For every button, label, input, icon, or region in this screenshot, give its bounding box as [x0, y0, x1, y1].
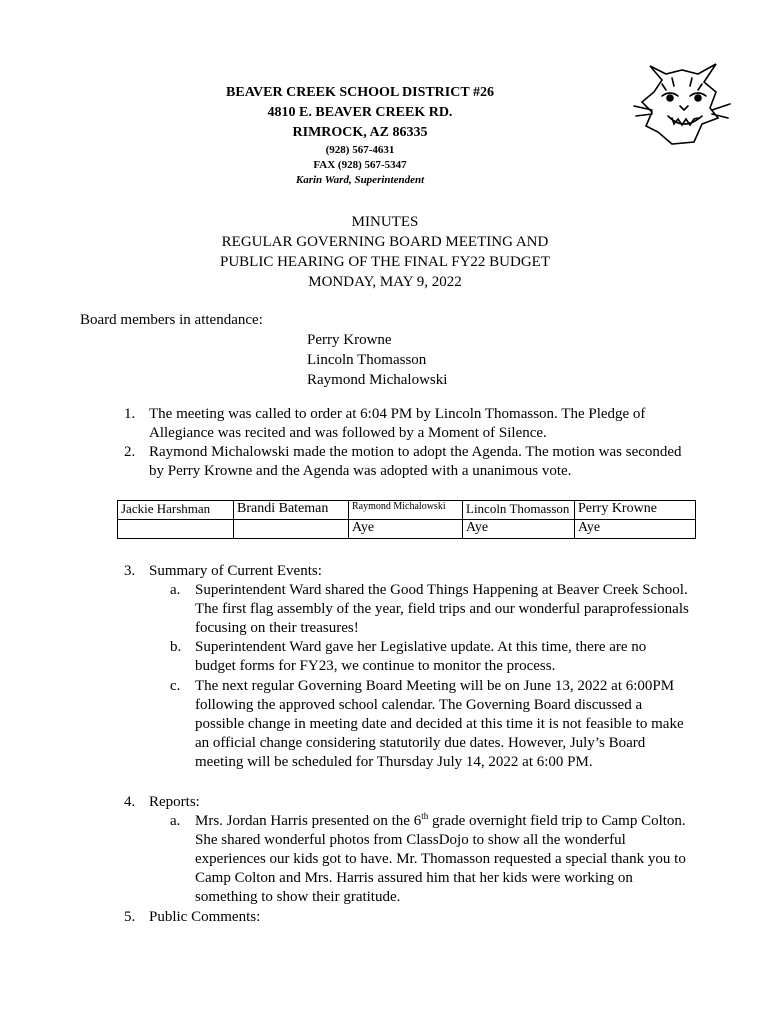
- vote-name-cell: Jackie Harshman: [118, 501, 234, 520]
- district-fax: FAX (928) 567-5347: [313, 159, 407, 171]
- vote-table: [117, 500, 696, 539]
- title-line-3: PUBLIC HEARING OF THE FINAL FY22 BUDGET: [219, 254, 550, 270]
- member-name: Perry Krowne: [307, 332, 392, 348]
- vote-cell: Aye: [349, 520, 463, 539]
- bobcat-mascot-icon: [632, 62, 732, 146]
- vote-name-cell: Raymond Michalowski: [349, 501, 463, 520]
- district-phone: (928) 567-4631: [325, 144, 395, 156]
- title-line-1: MINUTES: [351, 214, 419, 230]
- district-street: 4810 E. BEAVER CREEK RD.: [267, 105, 453, 120]
- district-city: RIMROCK, AZ 86335: [292, 125, 428, 140]
- document-page: BEAVER CREEK SCHOOL DISTRICT #26 4810 E. BEAVER CREEK RD. RIMROCK, AZ 86335 (928) 567-4631 FAX (928) 567-5347 Karin Ward, Superintendent MINUTES REGULAR GOVERNING BOARD MEETING AND PUBLIC HEARING OF THE FINAL FY22 BUDGET MONDAY, MAY 9, 2022 Board members in attendance: Perry Krowne Lincoln Thomasson Raymond Michalowski 1. The meeting was called to order at 6:04 PM by Lincoln Thomasson. The Pledge of Allegiance was recited and was followed by a Moment of Silence. 2. Raymond Michalowski made the motion to adopt the Agenda. The motion was seconded by Perry Krowne and the Agenda was adopted with a unanimous vote. Jackie Harshman Brandi Bateman Raymond Michalowski Lincoln Thomasson Perry Krowne Aye Aye Aye 3. Summary of Current Events: a. Superintendent Ward shared the Good Things Happening at Beaver Creek School. The first flag assembly of the year, field trips and our wonderful paraprofessionals focusing on their treasures! b. Superintendent Ward gave her Legislative update. At this time, there are no budget forms for FY23, we continue to monitor the process. c. The next regular Governing Board Meeting will be on June 13, 2022 at 6:00PM following the approved school calendar. The Governing Board discussed a possible change in meeting date and decided at this time it is not feasible to make an official change considering statutorily due dates. However, July’s Board meeting will be scheduled for Thursday July 14, 2022 at 6:00 PM. 4. Reports: a. Mrs. Jordan Harris presented on the 6th grade overnight field trip to Camp Colton. She shared wonderful photos from ClassDojo to show all the wonderful experiences our kids got to have. Mr. Thomasson requested a special thank you to Camp Colton and Mrs. Harris assured him that her kids were working on something to show their gratitude. 5. Public Comments:: [0, 0, 770, 1024]
- vote-cell: [118, 520, 234, 539]
- superintendent-name: Karin Ward, Superintendent: [295, 174, 425, 186]
- vote-cell: Aye: [575, 520, 696, 539]
- vote-table-votes-row: [118, 520, 696, 539]
- attendance-label: Board members in attendance:: [80, 312, 263, 328]
- letterhead: [150, 83, 570, 188]
- member-name: Raymond Michalowski: [307, 372, 448, 388]
- minutes-title: [150, 212, 620, 292]
- vote-cell: [234, 520, 349, 539]
- vote-name-cell: Perry Krowne: [575, 501, 696, 520]
- title-line-4: MONDAY, MAY 9, 2022: [308, 274, 462, 290]
- district-name: BEAVER CREEK SCHOOL DISTRICT #26: [226, 85, 494, 100]
- vote-cell: Aye: [463, 520, 575, 539]
- vote-table-names-row: [118, 501, 696, 520]
- member-name: Lincoln Thomasson: [307, 352, 427, 368]
- attendance-members: [307, 330, 447, 390]
- vote-name-cell: Lincoln Thomasson: [463, 501, 575, 520]
- title-line-2: REGULAR GOVERNING BOARD MEETING AND: [221, 234, 549, 250]
- vote-name-cell: Brandi Bateman: [234, 501, 349, 520]
